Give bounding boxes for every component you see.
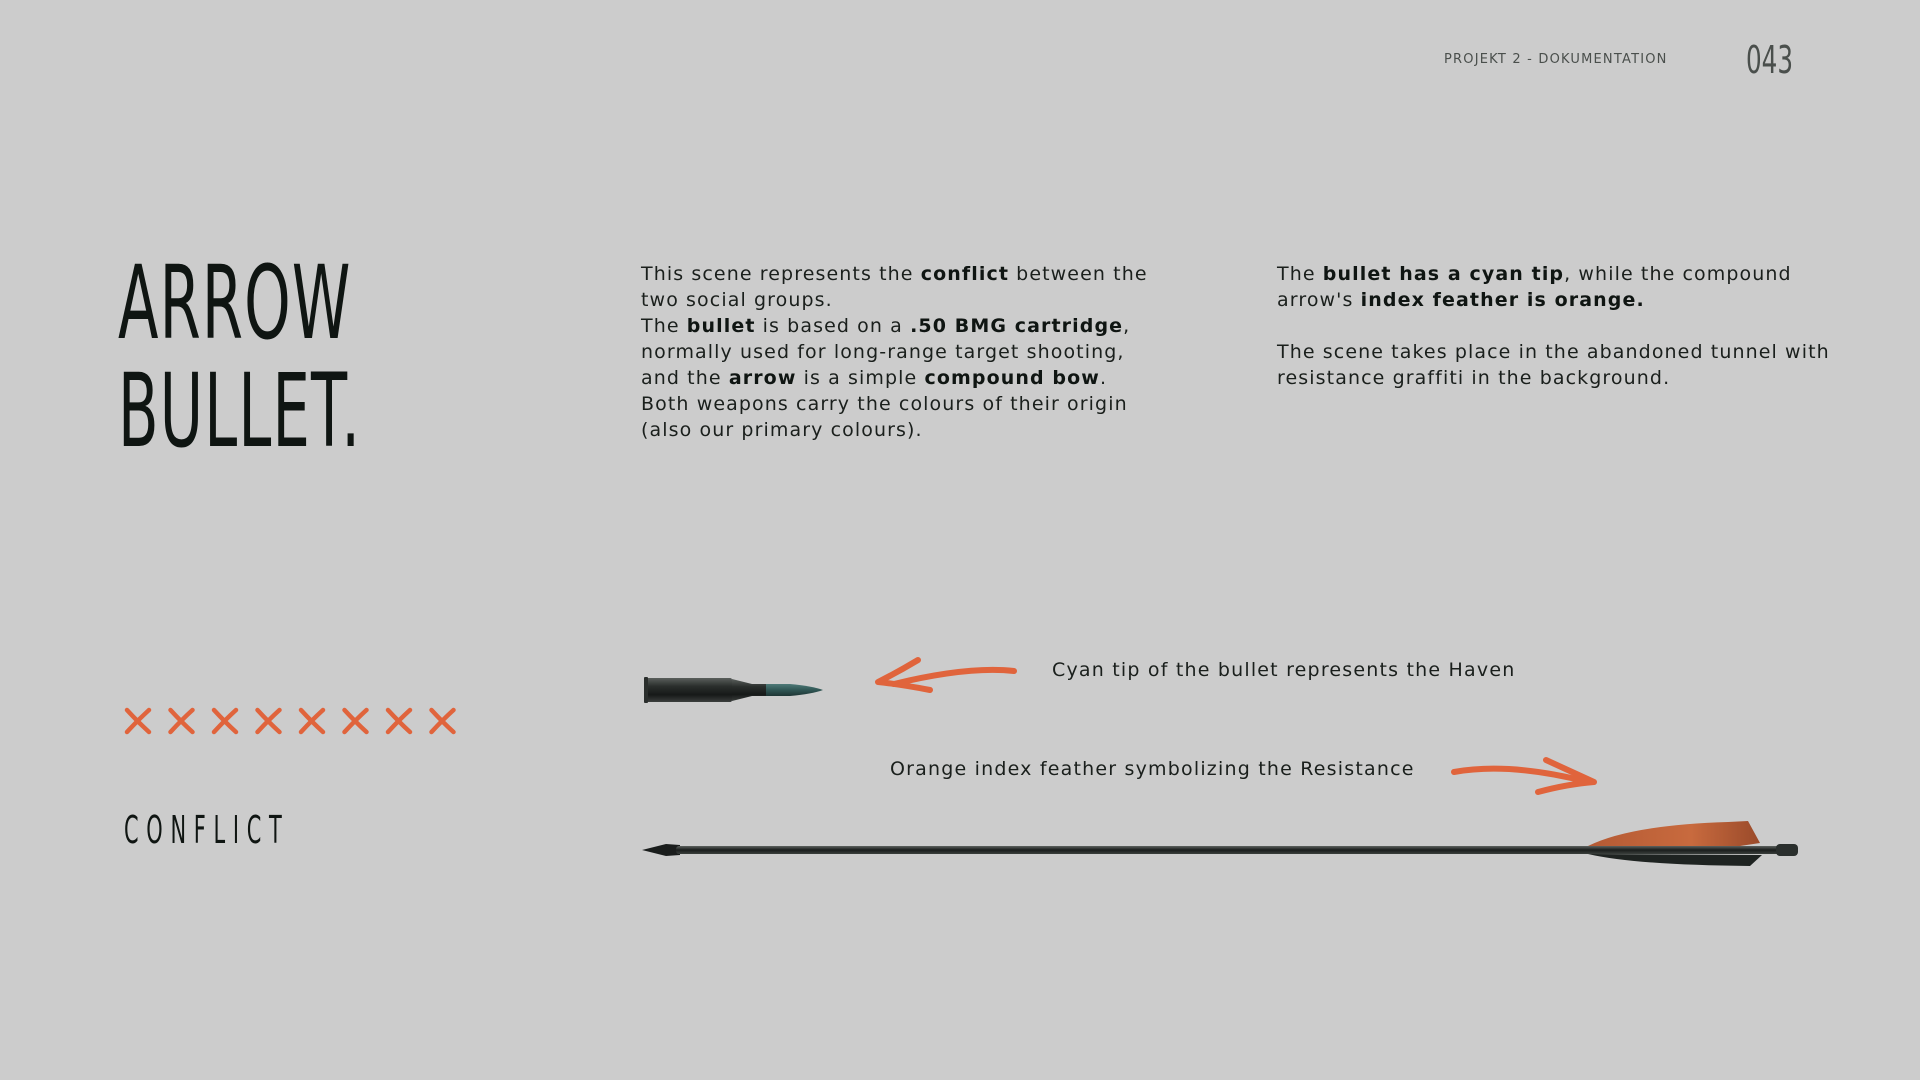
cross-marks-row (120, 703, 460, 739)
bottom-feather (1588, 854, 1762, 866)
paragraph-sentence: The bullet is based on a .50 BMG cartridge, normally used for long-range target shooting, and the arrow is a simple compound bow. (641, 315, 1131, 389)
right-arrow-brushstroke (1450, 752, 1600, 798)
description-paragraph-1 (641, 261, 1161, 443)
compound-arrow-illustration (640, 815, 1802, 871)
arrow-nock (1776, 844, 1798, 856)
cross-mark (345, 710, 367, 732)
arrow-shaft (676, 846, 1790, 854)
paragraph-sentence: Both weapons carry the colours of their origin (also our primary colours). (641, 393, 1128, 441)
bullet-neck (732, 679, 766, 701)
bullet-tip (766, 684, 823, 696)
arrow-point (642, 844, 680, 856)
index-feather (1588, 821, 1760, 846)
paragraph-sentence: The scene takes place in the abandoned tunnel with resistance graffiti in the background. (1277, 341, 1830, 389)
paragraph-sentence: This scene represents the conflict between the two social groups. (641, 263, 1148, 311)
cross-mark (258, 710, 280, 732)
document-title: PROJEKT 2 - DOKUMENTATION (1444, 52, 1668, 67)
cross-mark (214, 710, 236, 732)
section-label: CONFLICT (124, 808, 290, 852)
bullet-illustration (640, 672, 830, 708)
page-title (118, 244, 362, 471)
cross-mark (171, 710, 193, 732)
description-paragraph-2 (1277, 261, 1837, 391)
title-line-1: ARROW (118, 244, 352, 363)
cross-mark (432, 710, 454, 732)
bullet-case (646, 678, 732, 702)
page-number: 043 (1746, 38, 1793, 82)
cross-mark (388, 710, 410, 732)
title-line-2: BULLET. (118, 352, 362, 471)
arrow-caption: Orange index feather symbolizing the Resistance (890, 758, 1415, 780)
left-arrow-brushstroke (868, 650, 1018, 696)
cross-mark (127, 710, 149, 732)
cross-mark (301, 710, 323, 732)
bullet-caption: Cyan tip of the bullet represents the Haven (1052, 659, 1516, 681)
paragraph-sentence: The bullet has a cyan tip, while the compound arrow's index feather is orange. (1277, 263, 1792, 311)
